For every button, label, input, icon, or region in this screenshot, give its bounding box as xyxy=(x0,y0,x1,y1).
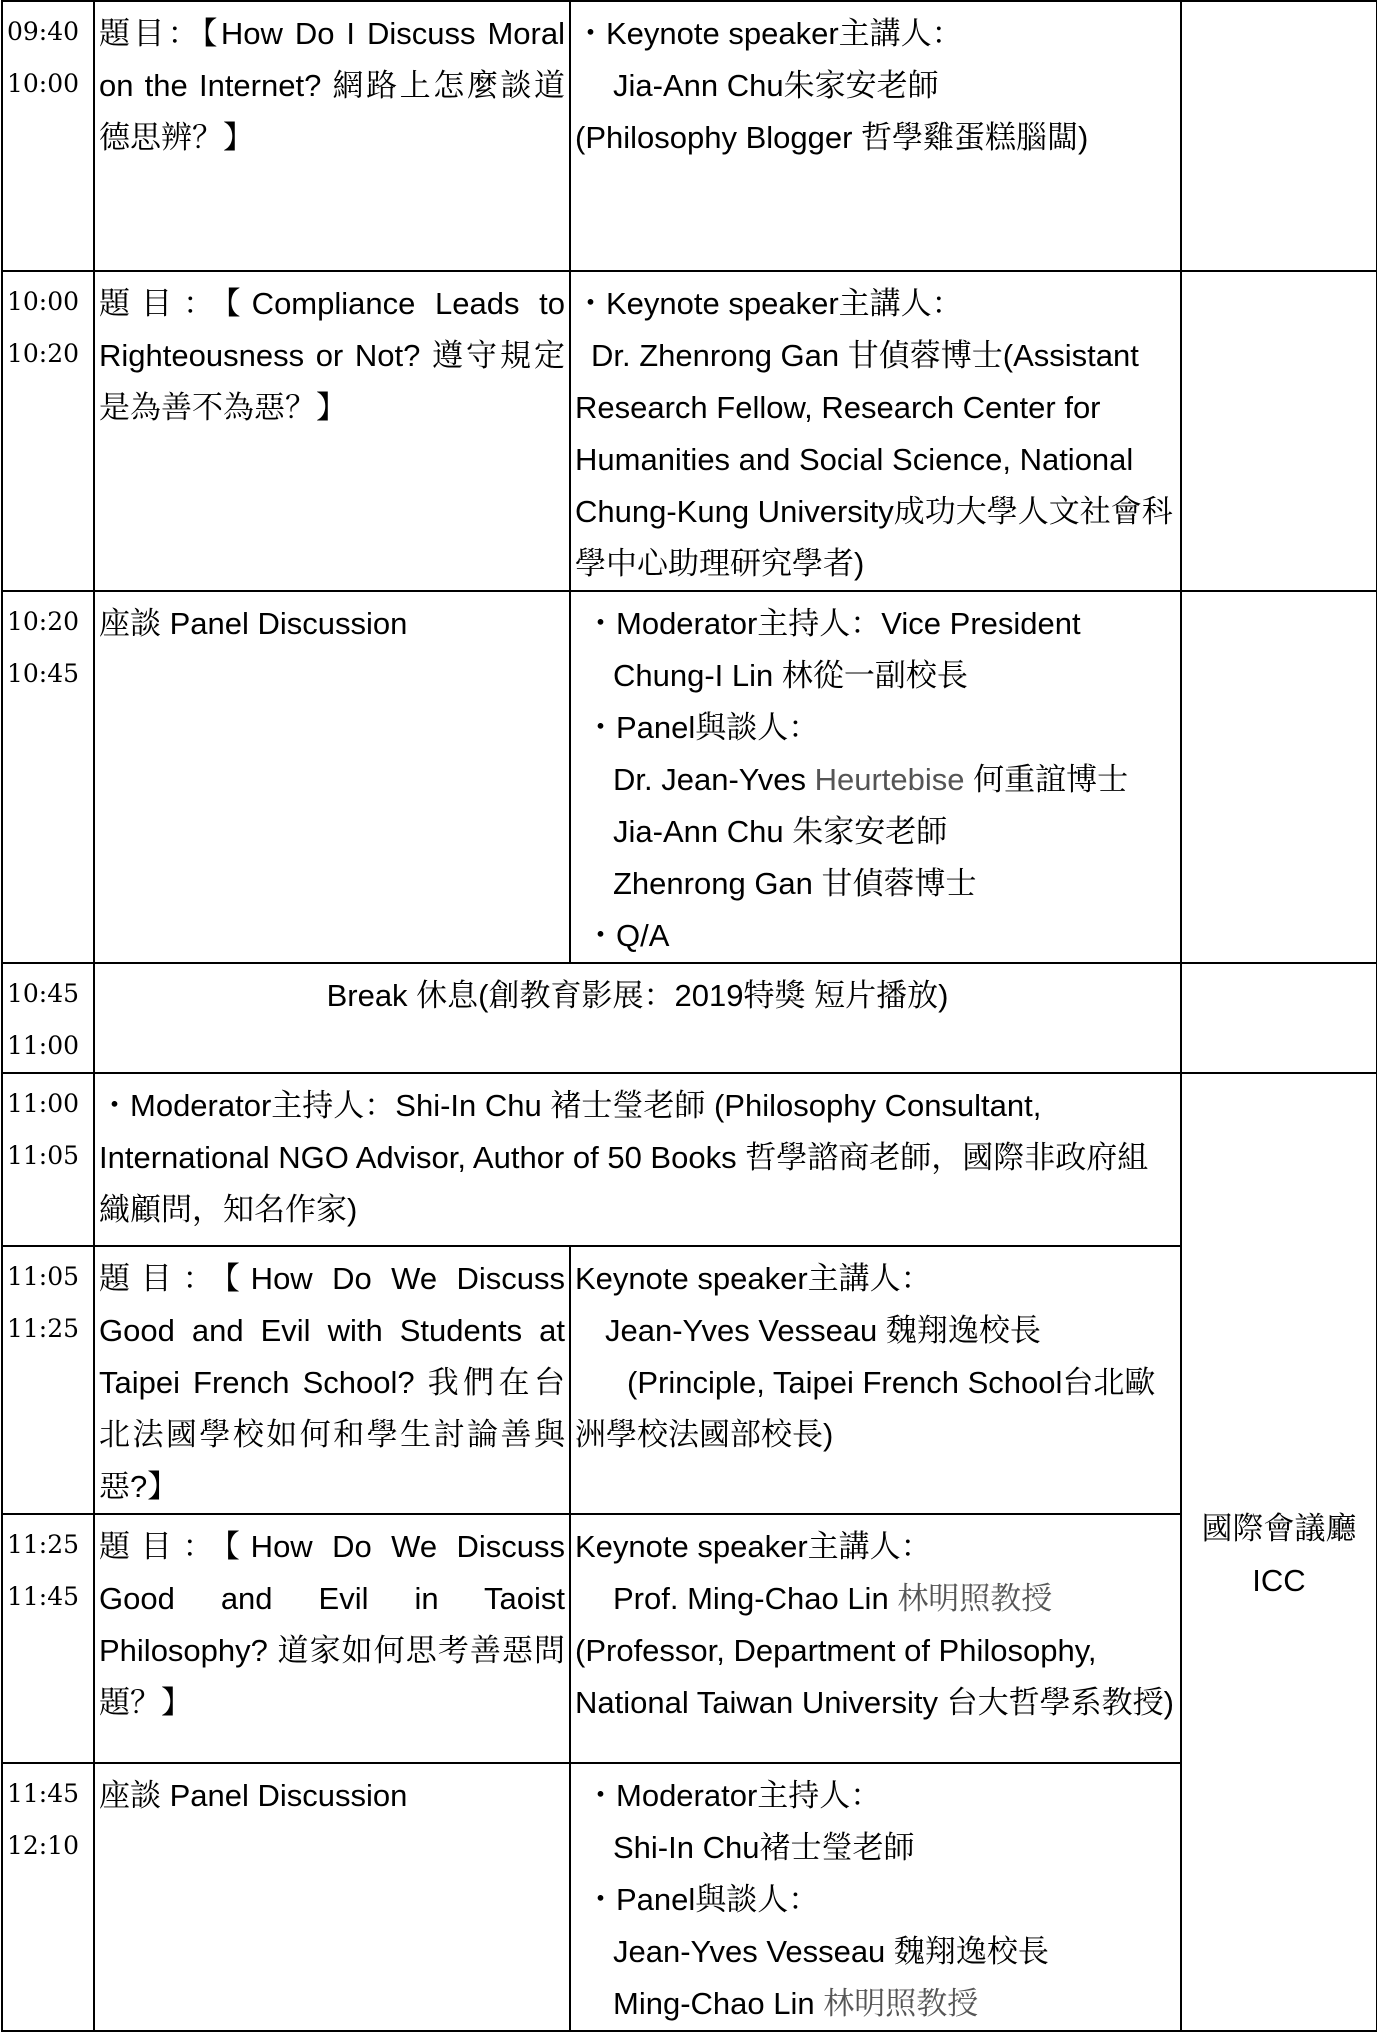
moderator-name: Shi-In Chu褚士瑩老師 xyxy=(613,1830,915,1865)
panelist xyxy=(575,754,1176,806)
agenda-row-1000 xyxy=(2,271,1377,591)
time-cell xyxy=(2,1246,94,1514)
moderator-label: ・Moderator主持人： xyxy=(585,1778,882,1813)
speaker-cell xyxy=(570,271,1181,591)
topic-cell xyxy=(94,1763,570,2031)
speaker-details: Dr. Zhenrong Gan 甘偵蓉博士(Assistant Research Fellow, Research Center for Humanities and Social Science, National Chung-Kung University成功大學人文社會科學中心助理研究學者) xyxy=(575,338,1173,581)
time-cell xyxy=(2,271,94,591)
time-end: 11:05 xyxy=(7,1141,80,1170)
topic-title: 題目：【How Do I Discuss Moral on the Internet? 網路上怎麼談道德思辨？】 xyxy=(99,16,565,155)
topic-cell xyxy=(94,1,570,271)
agenda-row-break xyxy=(2,963,1377,1073)
time-end: 11:45 xyxy=(7,1582,80,1611)
panel-cell xyxy=(570,1763,1181,2031)
topic-cell xyxy=(94,1514,570,1763)
speaker-name: Jia-Ann Chu朱家安老師 xyxy=(613,68,939,103)
time-end: 10:20 xyxy=(7,339,80,368)
break-text: Break 休息(創教育影展：2019特獎 短片播放) xyxy=(326,978,949,1013)
panel-label: ・Panel與談人： xyxy=(585,1882,820,1917)
topic-title: 題目：【How Do We Discuss Good and Evil in Taoist Philosophy? 道家如何思考善惡問題？】 xyxy=(99,1529,565,1720)
agenda-row-1100 xyxy=(2,1073,1377,1246)
time-end: 10:45 xyxy=(7,659,80,688)
agenda-row-1125 xyxy=(2,1514,1377,1763)
time-cell xyxy=(2,1763,94,2031)
topic-title: 座談 Panel Discussion xyxy=(99,1778,408,1813)
qa-item: ・Q/A xyxy=(585,918,670,953)
time-start: 09:40 xyxy=(7,17,80,46)
moderator-name: Chung-I Lin 林從一副校長 xyxy=(613,658,968,693)
agenda-row-0940 xyxy=(2,1,1377,271)
venue-cell xyxy=(1181,1073,1377,2031)
break-cell xyxy=(94,963,1181,1073)
venue-cell-empty xyxy=(1181,591,1377,963)
moderator-text: ・Moderator主持人：Shi-In Chu 褚士瑩老師 (Philosophy Consultant, International NGO Advisor, Author of 50 Books 哲學諮商老師，國際非政府組織顧問，知名作家) xyxy=(99,1088,1149,1227)
time-cell xyxy=(2,1073,94,1246)
time-end: 11:00 xyxy=(7,1031,80,1060)
agenda-row-1105 xyxy=(2,1246,1377,1514)
topic-title: 題目：【Compliance Leads to Righteousness or Not? 遵守規定是為善不為惡？】 xyxy=(99,286,565,425)
topic-cell xyxy=(94,1246,570,1514)
time-start: 11:45 xyxy=(7,1779,80,1808)
panel-cell xyxy=(570,591,1181,963)
time-start: 10:00 xyxy=(7,287,80,316)
venue-cell-empty xyxy=(1181,963,1377,1073)
time-start: 11:25 xyxy=(7,1530,80,1559)
speaker-affiliation: (Principle, Taipei French School台北歐洲學校法國部校長) xyxy=(575,1365,1156,1452)
topic-cell xyxy=(94,271,570,591)
time-cell xyxy=(2,1514,94,1763)
speaker-label: ・Keynote speaker主講人： xyxy=(575,16,963,51)
time-end: 11:25 xyxy=(7,1314,80,1343)
time-cell xyxy=(2,1,94,271)
panelist-surname: Heurtebise xyxy=(814,762,965,797)
panelist-name-zh: 林明照教授 xyxy=(823,1986,979,2021)
time-start: 11:05 xyxy=(7,1262,80,1291)
venue-name-zh: 國際會議廳 xyxy=(1201,1511,1357,1546)
topic-title: 題目：【How Do We Discuss Good and Evil with Students at Taipei French School? 我們在台北法國學校如何和學生討論善與惡?】 xyxy=(99,1261,565,1504)
time-start: 10:20 xyxy=(7,607,80,636)
venue-cell-empty xyxy=(1181,1,1377,271)
panelist: Zhenrong Gan 甘偵蓉博士 xyxy=(613,866,977,901)
panelist-title: 何重誼博士 xyxy=(964,762,1129,797)
panelist xyxy=(575,1978,1176,2030)
time-cell xyxy=(2,591,94,963)
time-end: 10:00 xyxy=(7,69,80,98)
panel-label: ・Panel與談人： xyxy=(585,710,820,745)
moderator-cell xyxy=(94,1073,1181,1246)
agenda-table xyxy=(1,0,1377,2032)
venue-name-en: ICC xyxy=(1252,1563,1306,1598)
time-start: 11:00 xyxy=(7,1089,80,1118)
time-start: 10:45 xyxy=(7,979,80,1008)
speaker-cell xyxy=(570,1246,1181,1514)
panelist: Jean-Yves Vesseau 魏翔逸校長 xyxy=(613,1934,1049,1969)
panelist: Jia-Ann Chu 朱家安老師 xyxy=(613,814,948,849)
panelist-name-en: Ming-Chao Lin xyxy=(613,1986,824,2021)
agenda-row-1020 xyxy=(2,591,1377,963)
speaker-label: Keynote speaker主講人： xyxy=(575,1261,932,1296)
panelist-name: Dr. Jean-Yves xyxy=(613,762,815,797)
venue-cell-empty xyxy=(1181,271,1377,591)
speaker-cell xyxy=(570,1514,1181,1763)
speaker-name: Jean-Yves Vesseau 魏翔逸校長 xyxy=(605,1313,1041,1348)
speaker-label: ・Keynote speaker主講人： xyxy=(575,286,963,321)
time-end: 12:10 xyxy=(7,1831,80,1860)
speaker-cell xyxy=(570,1,1181,271)
speaker-affiliation: (Philosophy Blogger 哲學雞蛋糕腦闆) xyxy=(575,120,1089,155)
speaker-name-en: Prof. Ming-Chao Lin xyxy=(613,1581,898,1616)
speaker-name-zh: 林明照教授 xyxy=(897,1581,1053,1616)
agenda-row-1145 xyxy=(2,1763,1377,2031)
speaker-name xyxy=(575,1573,1176,1625)
time-cell xyxy=(2,963,94,1073)
moderator-label: ・Moderator主持人：Vice President xyxy=(585,606,1081,641)
speaker-affiliation: (Professor, Department of Philosophy, National Taiwan University 台大哲學系教授) xyxy=(575,1633,1174,1720)
topic-cell xyxy=(94,591,570,963)
topic-title: 座談 Panel Discussion xyxy=(99,606,408,641)
speaker-label: Keynote speaker主講人： xyxy=(575,1529,932,1564)
